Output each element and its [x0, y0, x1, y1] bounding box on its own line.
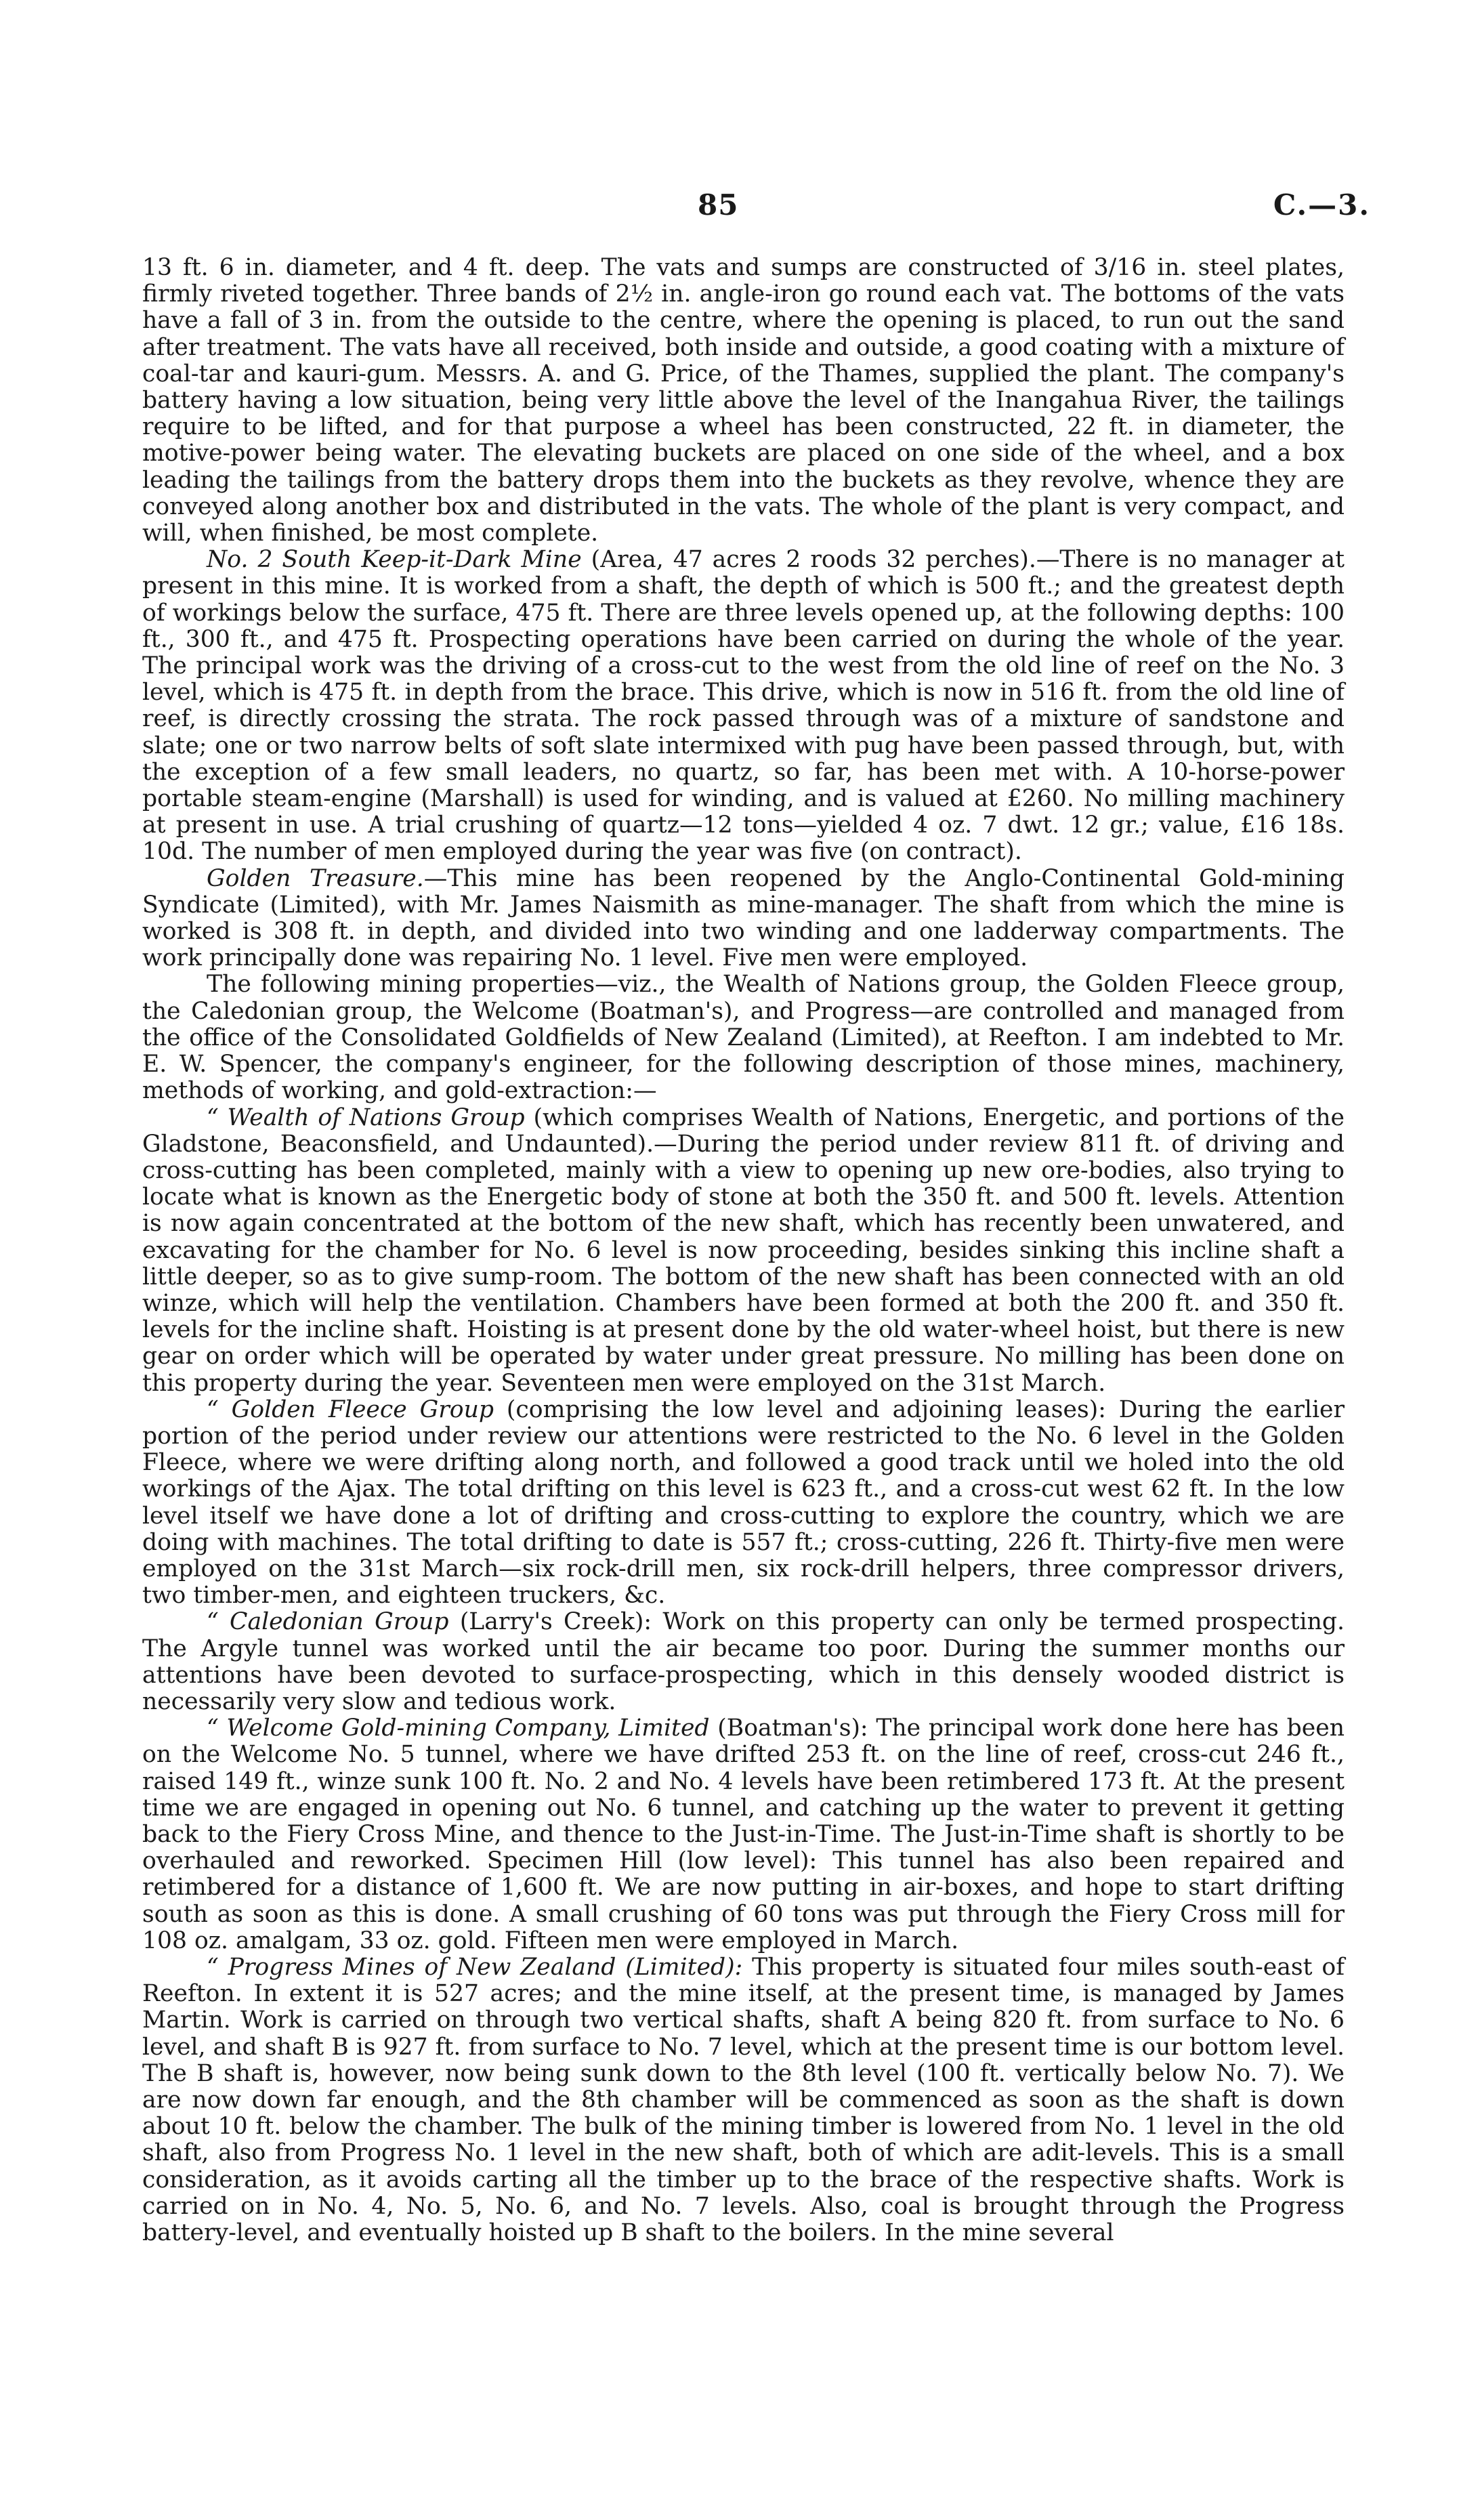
- paragraph: [142, 866, 1345, 972]
- paragraph: [142, 971, 1345, 1104]
- paragraph-text: (Area, 47 acres 2 roods 32 perches).—There is no manager at present in this mine. It is worked from a shaft, the depth of which is 500 ft.; and the greatest depth of workings below the surface, 475 ft. There are three levels opened up, at the following depths: 100 ft., 300 ft., and 475 ft. Prospecting operations have been carried on during the whole of the year. The principal work was the driving of a cross-cut to the west from the old line of reef on the No. 3 level, which is 475 ft. in depth from the brace. This drive, which is now in 516 ft. from the old line of reef, is directly crossing the strata. The rock passed through was of a mixture of sandstone and slate; one or two narrow belts of soft slate intermixed with pug have been passed through, but, with the exception of a few small leaders, no quartz, so far, has been met with. A 10-horse-power portable steam-engine (Marshall) is used for winding, and is valued at £260. No milling machinery at present in use. A trial crushing of quartz—12 tons—yielded 4 oz. 7 dwt. 12 gr.; value, £16 18s. 10d. The number of men employed during the year was five (on contract).: [142, 546, 1345, 866]
- body-text: [142, 255, 1345, 2246]
- paragraph: [142, 1397, 1345, 1610]
- paragraph: [142, 1609, 1345, 1715]
- paragraph-heading: Golden Treasure.: [207, 864, 424, 892]
- paragraph-heading: “ Golden Fleece Group: [207, 1395, 494, 1423]
- page-number: 85: [698, 188, 739, 222]
- paragraph: [142, 1105, 1345, 1397]
- paragraph-heading: No. 2 South Keep-it-Dark Mine: [207, 546, 582, 574]
- paragraph-text: The following mining properties—viz., the Wealth of Nations group, the Golden Fleece group, the Caledonian group, the Welcome (Boatman's), and Progress—are controlled and managed from the office of the Consolidated Goldfields of New Zealand (Limited), at Reefton. I am indebted to Mr. E. W. Spencer, the company's engineer, for the following description of those mines, machinery, methods of working, and gold-extraction:—: [142, 971, 1345, 1105]
- paragraph-text: (Larry's Creek): Work on this property can only be termed prospecting. The Argyle tunnel was worked until the air became too poor. During the summer months our attentions have been devoted to surface-prospecting, which in this densely wooded district is necessarily very slow and tedious work.: [142, 1608, 1345, 1715]
- paragraph: [142, 1954, 1345, 2246]
- document-reference: C.—3.: [1273, 188, 1370, 222]
- paragraph-text: (which comprises Wealth of Nations, Energetic, and portions of the Gladstone, Beaconsfield, and Undaunted).—During the period under review 811 ft. of driving and cross-cutting has been completed, mainly with a view to opening up new ore-bodies, also trying to locate what is known as the Energetic body of stone at both the 350 ft. and 500 ft. levels. Attention is now again concentrated at the bottom of the new shaft, which has recently been unwatered, and excavating for the chamber for No. 6 level is now proceeding, besides sinking this incline shaft a little deeper, so as to give sump-room. The bottom of the new shaft has been connected with an old winze, which will help the ventilation. Chambers have been formed at both the 200 ft. and 350 ft. levels for the incline shaft. Hoisting is at present done by the old water-wheel hoist, but there is new gear on order which will be operated by water under great pressure. No milling has been done on this property during the year. Seventeen men were employed on the 31st March.: [142, 1104, 1345, 1397]
- paragraph-text: 13 ft. 6 in. diameter, and 4 ft. deep. The vats and sumps are constructed of 3/16 in. steel plates, firmly riveted together. Three bands of 2½ in. angle-iron go round each vat. The bottoms of the vats have a fall of 3 in. from the outside to the centre, where the opening is placed, to run out the sand after treatment. The vats have all received, both inside and outside, a good coating with a mixture of coal-tar and kauri-gum. Messrs. A. and G. Price, of the Thames, supplied the plant. The company's battery having a low situation, being very little above the level of the Inangahua River, the tailings require to be lifted, and for that purpose a wheel has been constructed, 22 ft. in diameter, the motive-power being water. The elevating buckets are placed on one side of the wheel, and a box leading the tailings from the battery drops them into the buckets as they revolve, whence they are conveyed along another box and distributed in the vats. The whole of the plant is very compact, and will, when finished, be most complete.: [142, 254, 1345, 547]
- paragraph-heading: “ Progress Mines of New Zealand (Limited):: [207, 1954, 743, 1981]
- paragraph-heading: “ Welcome Gold-mining Company, Limited: [207, 1715, 710, 1742]
- paragraph-text: (comprising the low level and adjoining leases): During the earlier portion of the period under review our attentions were restricted to the No. 6 level in the Golden Fleece, where we were drifting along north, and followed a good track until we holed into the old workings of the Ajax. The total drifting on this level is 623 ft., and a cross-cut west 62 ft. In the low level itself we have done a lot of drifting and cross-cutting to explore the country, which we are doing with machines. The total drifting to date is 557 ft.; cross-cutting, 226 ft. Thirty-five men were employed on the 31st March—six rock-drill men, six rock-drill helpers, three compressor drivers, two timber-men, and eighteen truckers, &c.: [142, 1395, 1345, 1610]
- paragraph: [142, 547, 1345, 865]
- paragraph-text: —This mine has been reopened by the Anglo-Continental Gold-mining Syndicate (Limited), with Mr. James Naismith as mine-manager. The shaft from which the mine is worked is 308 ft. in depth, and divided into two winding and one ladderway compartments. The work principally done was repairing No. 1 level. Five men were employed.: [142, 864, 1345, 972]
- paragraph-heading: “ Wealth of Nations Group: [207, 1104, 525, 1131]
- paragraph-text: This property is situated four miles south-east of Reefton. In extent it is 527 acres; and the mine itself, at the present time, is managed by James Martin. Work is carried on through two vertical shafts, shaft A being 820 ft. from surface to No. 6 level, and shaft B is 927 ft. from surface to No. 7 level, which at the present time is our bottom level. The B shaft is, however, now being sunk down to the 8th level (100 ft. vertically below No. 7). We are now down far enough, and the 8th chamber will be commenced as soon as the shaft is down about 10 ft. below the chamber. The bulk of the mining timber is lowered from No. 1 level in the old shaft, also from Progress No. 1 level in the new shaft, both of which are adit-levels. This is a small consideration, as it avoids carting all the timber up to the brace of the respective shafts. Work is carried on in No. 4, No. 5, No. 6, and No. 7 levels. Also, coal is brought through the Progress battery-level, and eventually hoisted up B shaft to the boilers. In the mine several: [142, 1954, 1345, 2247]
- paragraph: [142, 255, 1345, 547]
- paragraph-heading: “ Caledonian Group: [207, 1608, 449, 1636]
- paragraph-text: (Boatman's): The principal work done here has been on the Welcome No. 5 tunnel, where we have drifted 253 ft. on the line of reef, cross-cut 246 ft., raised 149 ft., winze sunk 100 ft. No. 2 and No. 4 levels have been retimbered 173 ft. At the present time we are engaged in opening out No. 6 tunnel, and catching up the water to prevent it getting back to the Fiery Cross Mine, and thence to the Just-in-Time. The Just-in-Time shaft is shortly to be overhauled and reworked. Specimen Hill (low level): This tunnel has also been repaired and retimbered for a distance of 1,600 ft. We are now putting in air-boxes, and hope to start drifting south as soon as this is done. A small crushing of 60 tons was put through the Fiery Cross mill for 108 oz. amalgam, 33 oz. gold. Fifteen men were employed in March.: [142, 1715, 1345, 1954]
- paragraph: [142, 1715, 1345, 1954]
